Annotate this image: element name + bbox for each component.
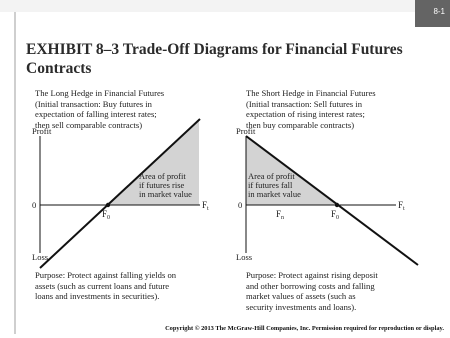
long-hedge-purpose: Purpose: Protect against falling yields on assets (such as current loans and future loans and investments in securities). [35,270,177,301]
short-hedge-heading: The Short Hedge in Financial Futures (Initial transaction: Sell futures in expectation of rising interest rates; then buy comparable contracts) [246,88,376,130]
slide-number: 8-1 [433,7,445,16]
short-hedge-origin-label: 0 [238,200,243,210]
long-hedge-loss-label: Loss [32,252,49,262]
copyright-notice: Copyright © 2013 The McGraw-Hill Companies, Inc. Permission required for reproduction or display. [165,325,444,332]
long-hedge-f0-point [106,203,110,207]
short-hedge-fn-label: $F_n$ [276,209,285,221]
short-hedge-profit-label: Profit [236,126,256,136]
short-hedge-f0-point [335,203,339,207]
long-hedge-heading: The Long Hedge in Financial Futures (Initial transaction: Buy futures in expectation of falling interest rates; then sell comparable contracts) [35,88,165,130]
long-hedge-ft-label: $F_t$ [202,200,209,212]
long-hedge-area-label: Area of profit if futures rise in market value [139,171,192,199]
short-hedge-loss-label: Loss [236,252,253,262]
slide-title: EXHIBIT 8–3 Trade-Off Diagrams for Financial Futures Contracts [26,41,403,77]
short-hedge-area-label: Area of profit if futures fall in market value [248,171,301,199]
short-hedge-purpose: Purpose: Protect against rising deposit and other borrowing costs and falling market values of assets (such as security investments and loans). [246,270,378,312]
long-hedge-diagram [30,126,230,262]
long-hedge-profit-label: Profit [32,126,52,136]
top-bar [0,0,450,12]
long-hedge-origin-label: 0 [32,200,37,210]
short-hedge-f0-label: $F_0$ [331,209,340,221]
short-hedge-diagram [236,126,436,262]
left-rule [14,12,16,334]
long-hedge-f0-label: $F_0$ [102,209,111,221]
short-hedge-ft-label: $F_t$ [398,200,405,212]
